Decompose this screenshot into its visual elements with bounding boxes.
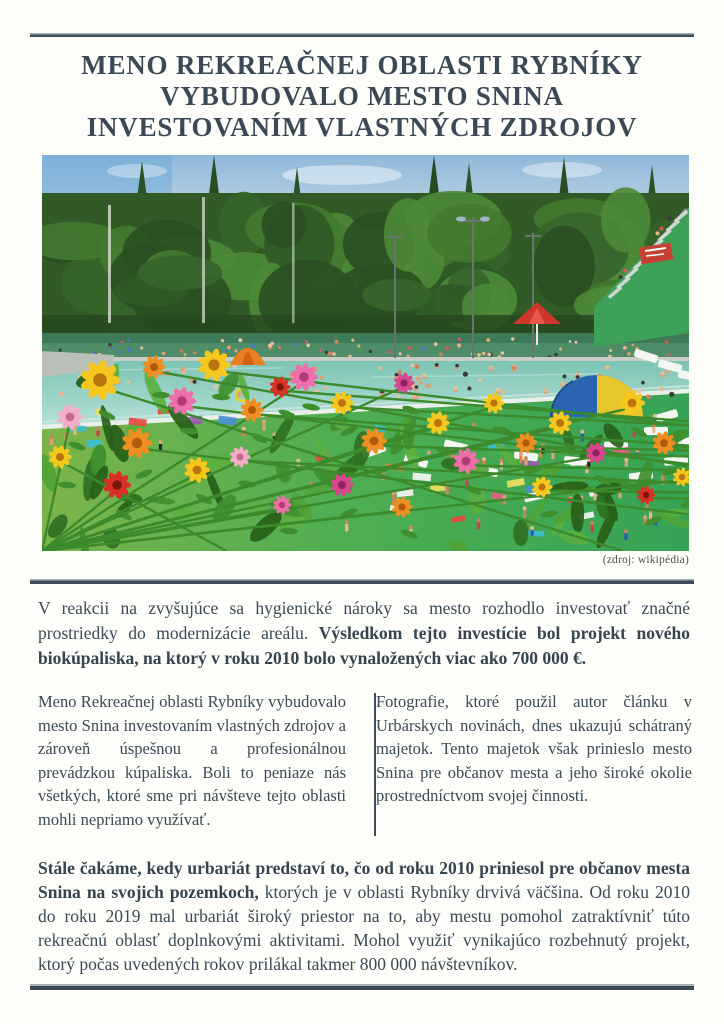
column-left: Meno Rekreačnej oblasti Rybníky vybudovalo mesto Snina investovaním vlastných zdrojov a zároveň úspešnou a profesionálnou prevádzkou kúpaliska. Boli to peniaze nás všetkých, ktoré sme pri návšteve tejto oblasti mohli nepriamo využívať.	[38, 692, 346, 829]
intro-text-bold: Výsledkom tejto investície bol projekt nového biokúpaliska, na ktorý v roku 2010 bolo vynaložených viac ako 700 000 €.	[38, 623, 691, 668]
closing-text-bold: Stále čakáme, kedy urbariát predstaví to, čo od roku 2010 priniesol pre občanov mesta Snina na svojich pozemkoch,	[38, 858, 690, 902]
pool-photo-illustration	[42, 155, 689, 551]
page-title	[0, 50, 724, 143]
column-right: Fotografie, ktoré použil autor článku v Urbárskych novinách, dnes ukazujú schátraný majetok. Tento majetok však prinieslo mesto Snina pre občanov mesta a jeho široké okolie prostredníctvom svojej činnosti.	[376, 692, 692, 805]
bottom-rule	[30, 984, 694, 990]
page-title-line-1: MENO REKREAČNEJ OBLASTI RYBNÍKY	[81, 50, 643, 80]
closing-paragraph	[38, 856, 690, 976]
page-title-line-2: VYBUDOVALO MESTO SNINA	[160, 81, 564, 111]
page-title-line-3: INVESTOVANÍM VLASTNÝCH ZDROJOV	[86, 112, 638, 142]
article-photo	[42, 155, 689, 551]
intro-paragraph	[38, 596, 690, 671]
top-rule	[30, 33, 694, 37]
intro-text: V reakcii na zvyšujúce sa hygienické nároky sa mesto rozhodlo investovať značné prostriedky do modernizácie areálu.	[38, 598, 690, 643]
two-column-section	[38, 690, 692, 836]
closing-text: ktorých je v oblasti Rybníky drvivá väčšina. Od roku 2010 do roku 2019 mal urbariát široký priestor na to, aby mestu pomohol zatraktívniť túto rekreačnú oblasť doplnkovými aktivitami. Mohol využiť vynikajúco rozbehnutý projekt, ktorý počas uvedených rokov prilákal takmer 800 000 návštevníkov.	[38, 882, 690, 974]
photo-credit: (zdroj: wikipédia)	[602, 554, 689, 566]
section-rule	[30, 579, 694, 584]
